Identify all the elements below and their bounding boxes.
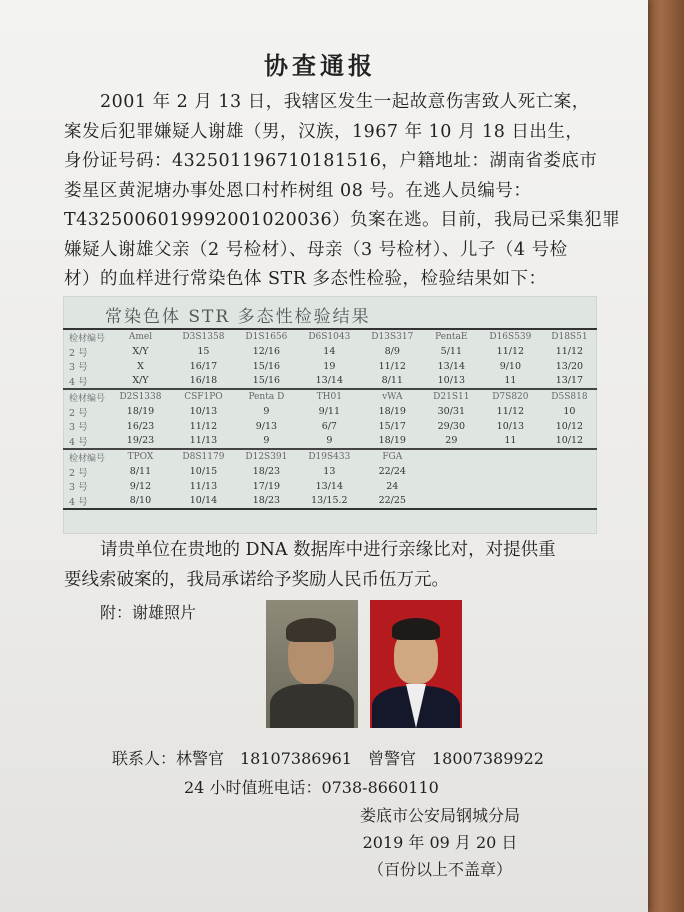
table-cell [479,494,542,510]
table-cell: 8/10 [109,494,172,510]
table-header-cell [479,449,542,465]
photo-coat [270,684,354,728]
table-cell: 10/13 [437,375,466,387]
table-header-cell: D5S818 [542,389,597,405]
table-row [63,434,597,450]
body-line: T4325006019992001020036）负案在逃。目前，我局已采集犯罪 [64,210,621,230]
table-header-cell: D6S1043 [298,329,361,345]
table-header-cell: FGA [361,449,424,465]
table-header-cell: D18S51 [542,329,597,345]
table-cell: 3 号 [69,362,88,374]
table-cell: 10/14 [172,494,235,510]
table-cell: 12/16 [252,346,281,358]
table-cell: 2 号 [69,467,88,479]
table-header-cell: D3S1358 [172,329,235,345]
table-cell: 29 [445,435,458,447]
table-cell: 2 号 [69,407,88,419]
table-cell: 15/16 [252,375,281,387]
table-cell: 2 号 [69,347,88,359]
table-cell: 11/12 [189,420,218,432]
table-row [63,374,597,390]
table-cell: 16/17 [189,360,218,372]
table-cell: X/Y [132,375,149,387]
table-cell: 9/13 [255,420,278,432]
hotline: 24 小时值班电话：0738-8660110 [184,778,439,797]
table-header-cell [542,449,597,465]
table-cell: 11 [504,375,517,387]
table-header-cell: D19S433 [298,449,361,465]
table-cell: 9/10 [499,360,522,372]
table-row [63,465,597,480]
table-cell [479,465,542,480]
table-cell: 11/12 [496,406,525,418]
table-cell: 11/12 [555,346,584,358]
table-cell: 8/11 [381,375,403,387]
table-cell: 13/14 [437,360,466,372]
table-header-cell: D1S1656 [235,329,298,345]
body-line: 案发后犯罪嫌疑人谢雄（男，汉族，1967 年 10 月 18 日出生， [64,121,584,142]
table-cell: 18/23 [235,494,298,510]
table-cell: 10/12 [555,420,584,432]
page-title: 协查通报 [264,52,376,80]
table-cell: 18/19 [126,406,155,418]
attachment-label: 附：谢雄照片 [100,603,197,622]
table-header-cell: D13S317 [361,329,424,345]
table-header-cell: D7S820 [479,389,542,405]
table-cell: 10 [563,406,576,418]
table-row [63,345,597,360]
table-header-cell: CSF1PO [172,389,235,405]
body-line: 2001 年 2 月 13 日，我辖区发生一起故意伤害致人死亡案， [100,92,590,112]
table-cell: 4 号 [63,494,109,510]
table-cell [542,494,597,510]
contact-info [112,744,544,802]
table-header-row [63,449,597,465]
table-cell: 10/12 [555,435,584,447]
body-line: 材）的血样进行常染色体 STR 多态性检验，检验结果如下： [64,269,547,289]
table-cell: 9/11 [318,406,340,418]
table-cell: X [137,360,144,372]
table-cell: 8/9 [384,346,400,358]
table-cell: 18/19 [378,435,406,447]
table-header-row [63,329,597,345]
stamp-note: （百份以上不盖章） [367,860,512,879]
table-cell: 3 号 [69,422,88,434]
table-cell: 6/7 [321,420,337,432]
table-cell: 15/17 [378,420,406,432]
table-cell: 13/14 [315,480,344,492]
table-cell: 10/13 [496,420,525,432]
table-header-cell: D12S391 [235,449,298,465]
table-cell: 10/15 [189,466,218,478]
table-cell [542,465,597,480]
photo-hair [286,618,336,642]
body-line: 嫌疑人谢雄父亲（2 号检材）、母亲（3 号检材）、儿子（4 号检 [64,239,568,260]
table-cell: 16/18 [189,375,218,387]
table-cell: X/Y [132,346,149,358]
notice-body [64,88,621,295]
wooden-surface [646,0,684,912]
table-header-cell: PentaE [424,329,479,345]
table-cell: 13/15.2 [298,494,361,510]
table-cell [542,479,597,494]
table-cell: 16/23 [126,420,155,432]
table-cell [424,465,479,480]
table-cell: 9 [263,435,270,447]
photo-hair [392,618,440,640]
table-header-cell: D2S1338 [109,389,172,405]
table-header-cell: Penta D [235,389,298,405]
table-cell: 4 号 [69,436,88,448]
closing-line: 请贵单位在贵地的 DNA 数据库中进行亲缘比对，对提供重 [100,540,556,560]
table-header-cell: 检材编号 [63,389,109,405]
table-row [63,419,597,434]
table-cell: 19/23 [126,435,155,447]
table-cell: 22/25 [361,494,424,510]
table-cell: 11/13 [189,435,218,447]
table-header-row [63,389,597,405]
table-header-cell [424,449,479,465]
contact-persons: 联系人：林警官 18107386961 曾警官 18007389922 [112,749,544,768]
table-cell: 11/13 [189,480,218,492]
table-cell: 4 号 [69,376,88,388]
table-cell: 9/12 [129,480,152,492]
suspect-photo-2 [370,600,462,728]
table-cell: 22/24 [378,466,406,478]
table-cell: 9 [326,435,333,447]
table-cell: 17/19 [252,480,281,492]
table-header-cell: D8S1179 [172,449,235,465]
table-cell: 24 [386,480,399,492]
table-header-cell: vWA [361,389,424,405]
table-cell [479,479,542,494]
table-cell: 11/12 [378,360,406,372]
table-header-cell: 检材编号 [63,329,109,345]
table-header-cell: D16S539 [479,329,542,345]
str-table [63,328,597,510]
table-cell: 8/11 [129,466,152,478]
table-cell: 18/19 [378,406,406,418]
table-header-cell: TH01 [298,389,361,405]
table-header-cell: 检材编号 [63,449,109,465]
table-cell: 14 [323,346,336,358]
closing-line: 要线索破案的，我局承诺给予奖励人民币伍万元。 [64,569,449,590]
table-cell: 13 [323,466,336,478]
table-cell: 29/30 [437,420,466,432]
table-cell: 3 号 [69,482,88,494]
table-row [63,494,597,510]
table-cell: 30/31 [437,406,466,418]
table-cell: 13/17 [555,375,584,387]
str-result-table-photo [63,296,597,534]
table-cell: 5/11 [440,346,462,358]
table-cell: 10/13 [189,406,218,418]
table-cell: 13/14 [315,375,344,387]
closing-text [64,536,604,595]
table-header-cell: TPOX [109,449,172,465]
table-cell: 19 [323,360,336,372]
table-row [63,405,597,420]
suspect-photo-1 [266,600,358,728]
table-header-cell: Amel [109,329,172,345]
table-title: 常染色体 STR 多态性检验结果 [105,307,371,327]
table-cell: 15 [197,346,210,358]
issuer-org: 娄底市公安局钢城分局 [359,806,520,825]
table-cell [424,479,479,494]
table-row [63,479,597,494]
issuer-block [330,802,550,883]
table-cell [424,494,479,510]
table-cell: 11/12 [496,346,525,358]
issue-date: 2019 年 09 月 20 日 [362,833,518,852]
table-cell: 15/16 [252,360,281,372]
table-row [63,359,597,374]
body-line: 娄星区黄泥塘办事处恩口村柞树组 08 号。在逃人员编号： [64,180,532,201]
table-cell: 18/23 [252,466,281,478]
body-line: 身份证号码：432501196710181516，户籍地址：湖南省娄底市 [64,151,598,171]
table-cell: 11 [504,435,517,447]
table-cell: 13/20 [555,360,584,372]
table-header-cell: D21S11 [424,389,479,405]
table-cell: 9 [263,406,270,418]
